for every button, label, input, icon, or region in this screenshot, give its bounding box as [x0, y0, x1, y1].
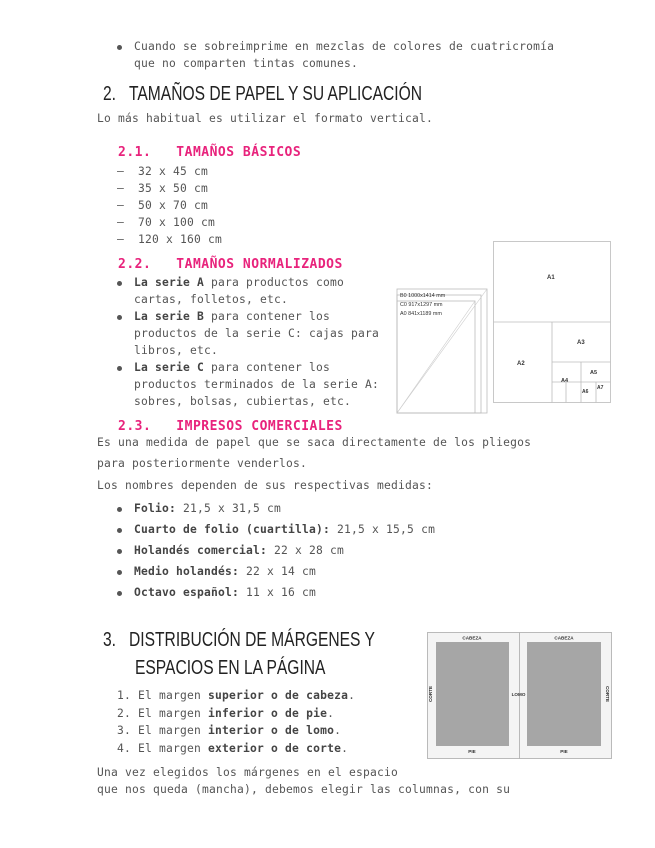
cabeza-label-left: CABEZA	[462, 635, 482, 641]
item-number: 3.	[117, 724, 132, 737]
a4-label: A4	[561, 378, 569, 384]
size-name: Folio:	[134, 502, 177, 515]
list-item	[117, 498, 435, 519]
basic-sizes-list	[117, 163, 222, 248]
size-value: 50 x 70 cm	[138, 199, 209, 212]
commercial-para-line1: Es una medida de papel que se saca directamente de los pliegos	[97, 436, 532, 449]
series-a-text-cont: cartas, folletos, etc.	[134, 293, 289, 306]
size-name: Octavo español:	[134, 586, 240, 599]
item-text: El margen	[138, 689, 209, 702]
bullet-icon	[117, 528, 122, 533]
commercial-sizes-list	[117, 498, 435, 603]
series-b-text-cont: libros, etc.	[134, 344, 219, 357]
series-c-text-cont: productos terminados de la serie A:	[134, 378, 380, 391]
size-value: 35 x 50 cm	[138, 182, 209, 195]
a5-label: A5	[590, 370, 598, 376]
section-2-heading	[103, 83, 422, 106]
b0-label: B0 1000x1414 mm	[400, 293, 446, 299]
list-item	[117, 722, 355, 740]
c0-label: C0 917x1297 mm	[400, 302, 443, 308]
margins-figure	[427, 632, 612, 759]
subsection-2-1-heading	[118, 145, 301, 160]
item-number: 1.	[117, 689, 132, 702]
section-3-para-line2: que nos queda (mancha), debemos elegir las columnas, con su	[97, 783, 511, 796]
list-item	[117, 687, 355, 705]
list-item: – 70 x 100 cm	[117, 216, 216, 229]
size-value: 22 x 14 cm	[239, 565, 317, 578]
list-item: – 35 x 50 cm	[117, 182, 209, 195]
list-item: – 50 x 70 cm	[117, 199, 209, 212]
section-2-number: 2.	[103, 83, 117, 105]
list-item	[117, 740, 355, 758]
series-a-text: para productos como	[204, 276, 345, 289]
a7-label: A7	[597, 385, 604, 391]
a3-label: A3	[577, 340, 585, 346]
a-series-figure	[493, 241, 612, 404]
a0-label: A0 841x1189 mm	[400, 311, 442, 317]
subsection-2-2-number: 2.2.	[118, 257, 152, 272]
item-post: .	[327, 706, 335, 720]
item-text: El margen	[138, 706, 209, 720]
list-item	[117, 705, 355, 723]
series-b-label: La serie B	[134, 310, 205, 323]
item-bold: exterior o de corte	[208, 741, 342, 755]
item-bold: superior o de cabeza	[208, 689, 349, 702]
subsection-2-3-title: IMPRESOS COMERCIALES	[176, 419, 343, 434]
corte-label-right: CORTE	[605, 685, 610, 703]
item-number: 4.	[117, 741, 132, 755]
margins-list	[117, 687, 355, 757]
bullet-icon	[117, 507, 122, 512]
list-item	[117, 540, 435, 561]
a2-label: A2	[517, 361, 525, 367]
section-3-heading	[103, 629, 375, 652]
cabeza-label-right: CABEZA	[554, 635, 574, 641]
subsection-2-3-heading	[118, 419, 343, 434]
intro-bullet	[117, 40, 554, 53]
subsection-2-2-title: TAMAÑOS NORMALIZADOS	[176, 257, 343, 272]
size-value: 22 x 28 cm	[267, 544, 345, 557]
lomo-label: LOMO	[511, 692, 526, 697]
bullet-icon	[117, 45, 122, 50]
list-item	[117, 359, 379, 376]
section-3-para-line1: Una vez elegidos los márgenes en el espacio	[97, 766, 399, 779]
corte-label-left: CORTE	[428, 685, 433, 703]
list-item	[117, 519, 435, 540]
bullet-icon	[117, 315, 122, 320]
item-bold: interior o de lomo	[208, 724, 335, 737]
section-2-title: TAMAÑOS DE PAPEL Y SU APLICACIÓN	[129, 83, 423, 105]
size-value: 21,5 x 31,5 cm	[176, 502, 282, 515]
section-3-title-line1: DISTRIBUCIÓN DE MÁRGENES Y	[129, 629, 375, 651]
a6-label: A6	[582, 389, 589, 395]
item-post: .	[341, 741, 349, 755]
size-value: 32 x 45 cm	[138, 165, 209, 178]
section-3-number: 3.	[103, 629, 117, 651]
intro-bullet-text: Cuando se sobreimprime en mezclas de colores de cuatricromía	[134, 40, 555, 53]
series-c-text-cont: sobres, bolsas, cubiertas, etc.	[134, 395, 352, 408]
pie-label-left: PIE	[468, 749, 476, 754]
bullet-icon	[117, 366, 122, 371]
series-c-text: para contener los	[204, 361, 331, 374]
commercial-para2: Los nombres dependen de sus respectivas medidas:	[97, 479, 434, 492]
list-item	[117, 582, 435, 603]
section-3-title-line2: ESPACIOS EN LA PÁGINA	[135, 657, 326, 679]
list-item	[117, 274, 379, 291]
item-text: El margen	[138, 741, 209, 755]
item-bold: inferior o de pie	[208, 706, 328, 720]
bullet-icon	[117, 591, 122, 596]
normalized-sizes-list	[117, 274, 379, 410]
list-item	[117, 308, 379, 325]
list-item: – 120 x 160 cm	[117, 233, 223, 246]
item-text: El margen	[138, 724, 209, 737]
series-c-label: La serie C	[134, 361, 205, 374]
list-item	[117, 561, 435, 582]
size-name: Holandés comercial:	[134, 544, 268, 557]
size-value: 70 x 100 cm	[138, 216, 216, 229]
size-name: Medio holandés:	[134, 565, 240, 578]
bullet-icon	[117, 549, 122, 554]
subsection-2-2-heading	[118, 257, 343, 272]
subsection-2-1-title: TAMAÑOS BÁSICOS	[176, 145, 302, 160]
series-sizes-figure	[396, 282, 490, 414]
right-page-text-block	[527, 642, 601, 746]
item-post: .	[334, 724, 342, 737]
subsection-2-1-number: 2.1.	[118, 145, 152, 160]
section-2-intro: Lo más habitual es utilizar el formato vertical.	[97, 112, 434, 125]
series-a-label: La serie A	[134, 276, 205, 289]
bullet-icon	[117, 570, 122, 575]
series-b-text-cont: productos de la serie C: cajas para	[134, 327, 380, 340]
series-b-text: para contener los	[204, 310, 331, 323]
left-page-text-block	[436, 642, 509, 746]
size-value: 11 x 16 cm	[239, 586, 317, 599]
pie-label-right: PIE	[560, 749, 568, 754]
intro-bullet-line2: que no comparten tintas comunes.	[134, 57, 359, 70]
bullet-icon	[117, 281, 122, 286]
size-value: 21,5 x 15,5 cm	[330, 523, 436, 536]
subsection-2-3-number: 2.3.	[118, 419, 152, 434]
size-value: 120 x 160 cm	[138, 233, 223, 246]
commercial-para-line2: para posteriormente venderlos.	[97, 457, 308, 470]
size-name: Cuarto de folio (cuartilla):	[134, 523, 331, 536]
list-item: – 32 x 45 cm	[117, 165, 209, 178]
item-post: .	[348, 689, 356, 702]
a1-label: A1	[547, 275, 555, 281]
item-number: 2.	[117, 706, 132, 720]
